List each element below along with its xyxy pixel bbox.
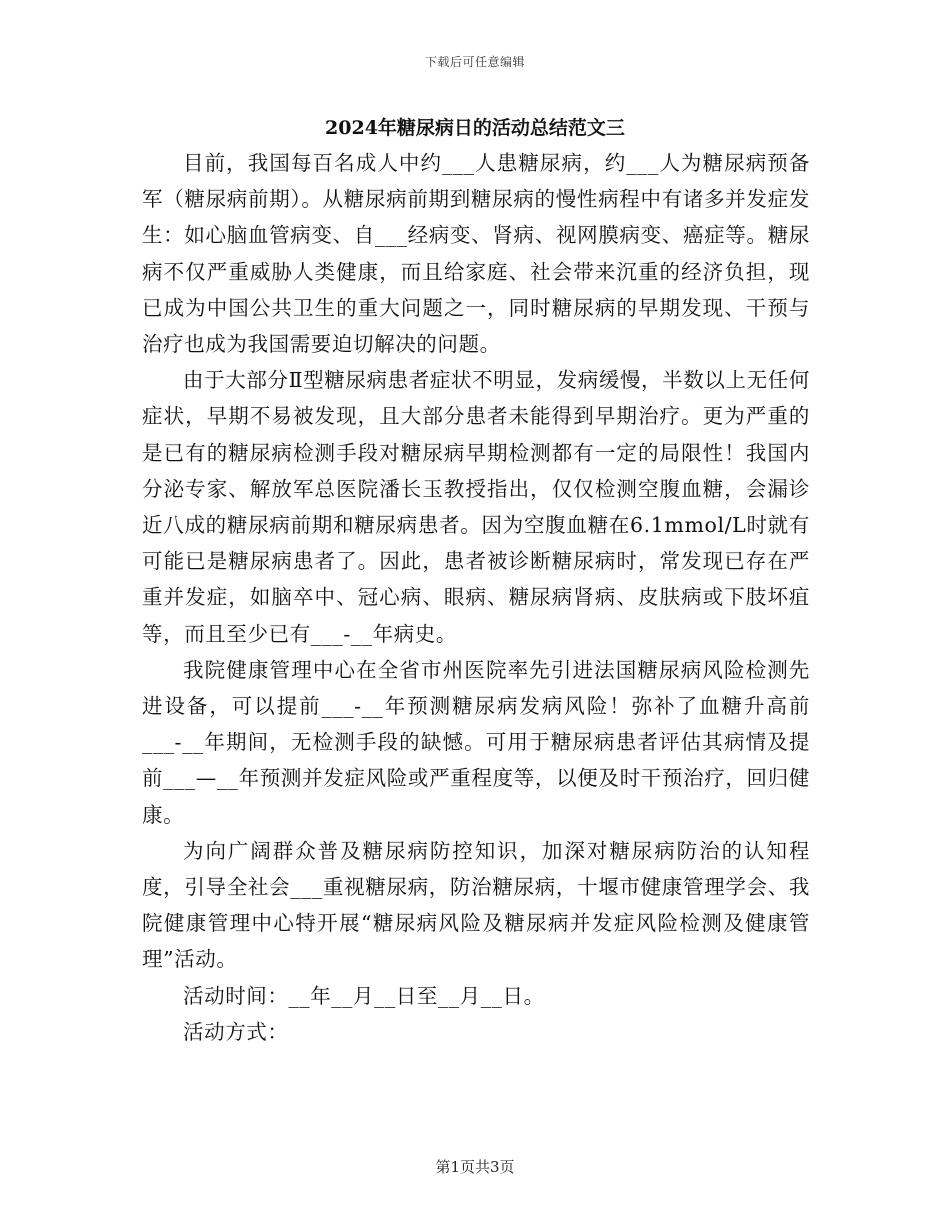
page-header-note: 下载后可任意编辑 xyxy=(424,55,525,69)
page-number: 第1页共3页 xyxy=(435,1158,515,1176)
document-title: 2024年糖尿病日的活动总结范文三 xyxy=(325,117,625,139)
paragraph-equipment: 我院健康管理中心在全省市州医院率先引进法国糖尿病风险检测先进设备，可以提前___-__年预测糖尿病发病风险！弥补了血糖升高前___-__年期间，无检测手段的缺憾。可用于糖尿病患者评估其病情及提前___—__年预测并发症风险或严重程度等，以便及时干预治疗，回归健康。 xyxy=(142,657,810,827)
paragraph-purpose: 为向广阔群众普及糖尿病防控知识，加深对糖尿病防治的认知程度，引导全社会___重视糖尿病，防治糖尿病，十堰市健康管理学会、我院健康管理中心特开展“糖尿病风险及糖尿病并发症风险检测及健康管理”活动。 xyxy=(142,838,810,972)
paragraph-activity-method: 活动方式： xyxy=(183,1019,289,1044)
paragraph-background: 由于大部分Ⅱ型糖尿病患者症状不明显，发病缓慢，半数以上无任何症状，早期不易被发现，且大部分患者未能得到早期治疗。更为严重的是已有的糖尿病检测手段对糖尿病早期检测都有一定的局限性！我国内分泌专家、解放军总医院潘长玉教授指出，仅仅检测空腹血糖，会漏诊近八成的糖尿病前期和糖尿病患者。因为空腹血糖在6.1mmol/L时就有可能已是糖尿病患者了。因此，患者被诊断糖尿病时，常发现已存在严重并发症，如脑卒中、冠心病、眼病、糖尿病肾病、皮肤病或下肢坏疽等，而且至少已有___-__年病史。 xyxy=(142,368,810,646)
document-body xyxy=(142,145,810,1050)
paragraph-intro: 目前，我国每百名成人中约___人患糖尿病，约___人为糖尿病预备军（糖尿病前期）。从糖尿病前期到糖尿病的慢性病程中有诸多并发症发生：如心脑血管病变、自___经病变、肾病、视网膜病变、癌症等。糖尿病不仅严重威胁人类健康，而且给家庭、社会带来沉重的经济负担，现已成为中国公共卫生的重大问题之一，同时糖尿病的早期发现、干预与治疗也成为我国需要迫切解决的问题。 xyxy=(142,151,810,357)
paragraph-activity-time: 活动时间：__年__月__日至__月__日。 xyxy=(183,983,545,1008)
